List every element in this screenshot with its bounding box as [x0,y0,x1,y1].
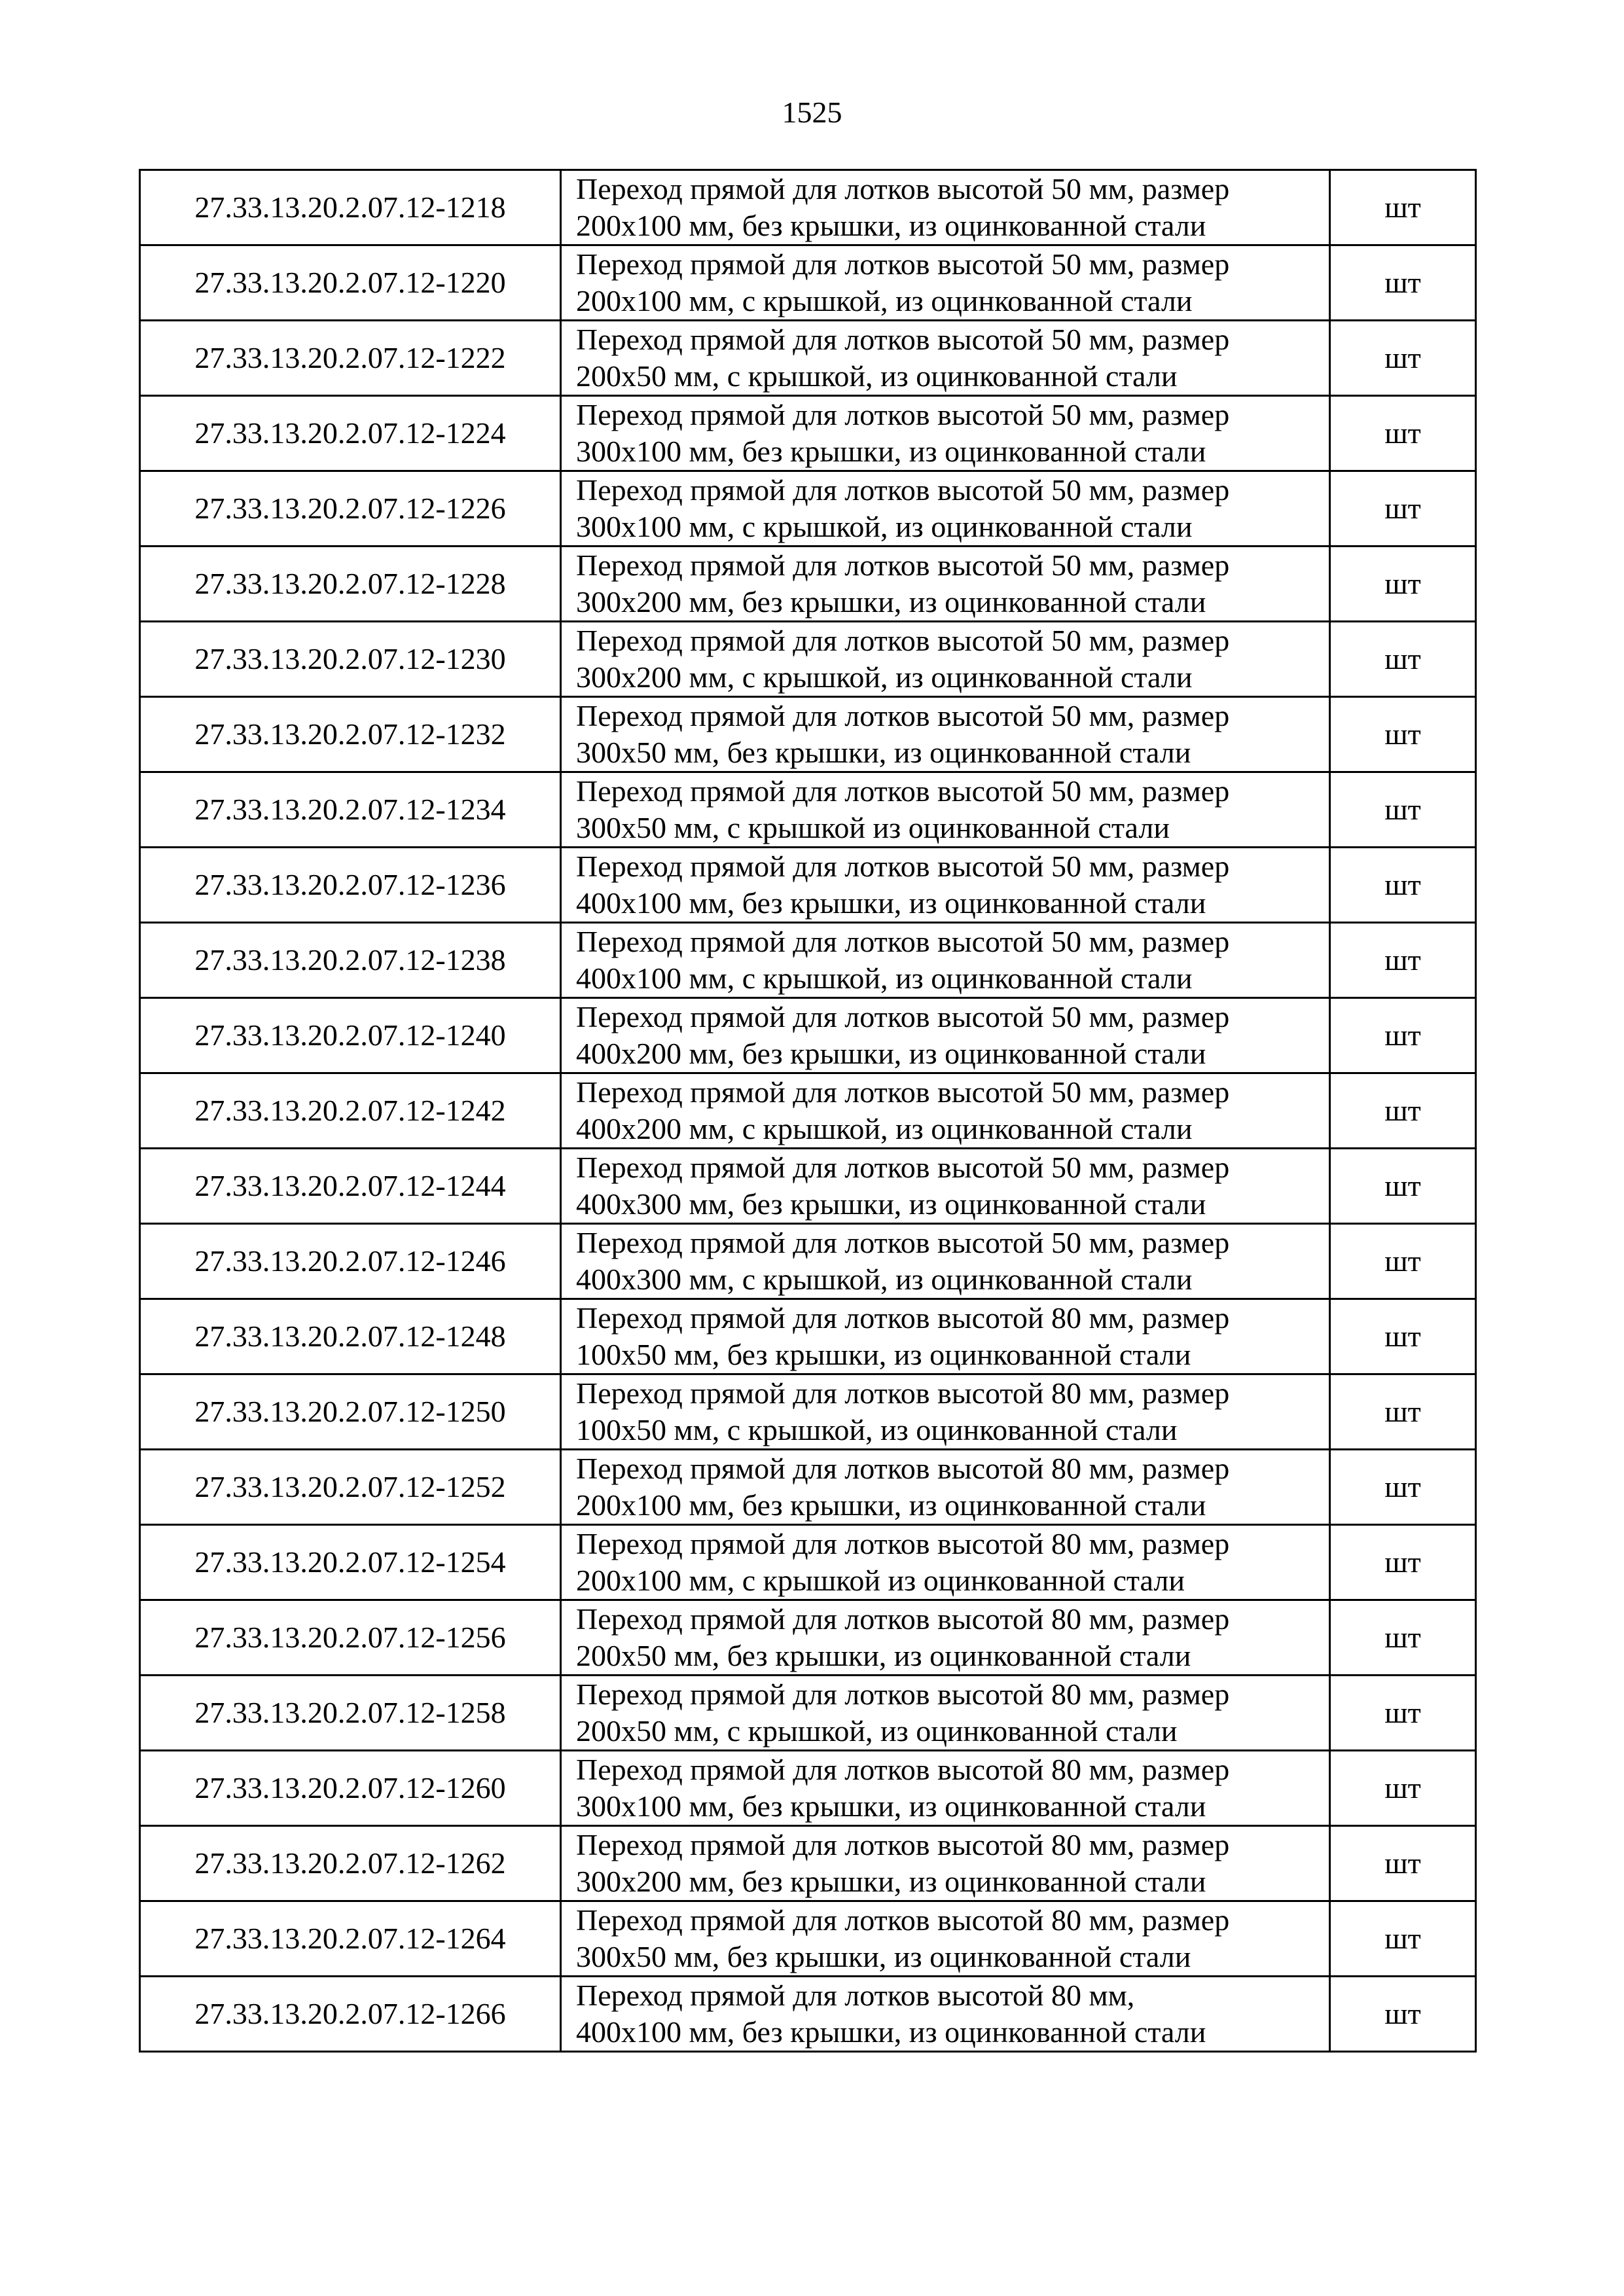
item-description-line-2: 200х100 мм, без крышки, из оцинкованной стали [576,1488,1206,1522]
item-code: 27.33.13.20.2.07.12-1240 [140,998,561,1073]
item-code: 27.33.13.20.2.07.12-1220 [140,245,561,321]
item-code: 27.33.13.20.2.07.12-1258 [140,1676,561,1751]
item-unit: шт [1330,1149,1476,1224]
item-description-line-2: 400х300 мм, без крышки, из оцинкованной стали [576,1187,1206,1221]
item-unit: шт [1330,1374,1476,1450]
item-unit: шт [1330,1525,1476,1600]
item-description [561,321,1330,396]
table-row [140,998,1476,1073]
table-row [140,697,1476,772]
item-description-line-2: 400х100 мм, с крышкой, из оцинкованной стали [576,961,1193,995]
item-code: 27.33.13.20.2.07.12-1222 [140,321,561,396]
item-unit: шт [1330,697,1476,772]
item-unit: шт [1330,923,1476,998]
item-unit: шт [1330,547,1476,622]
item-description-line-1: Переход прямой для лотков высотой 50 мм, размер [576,247,1230,281]
item-code: 27.33.13.20.2.07.12-1256 [140,1600,561,1676]
item-description-line-1: Переход прямой для лотков высотой 50 мм, размер [576,323,1230,356]
item-description-line-2: 400х100 мм, без крышки, из оцинкованной стали [576,886,1206,920]
item-description-line-2: 400х200 мм, без крышки, из оцинкованной стали [576,1037,1206,1070]
item-unit: шт [1330,321,1476,396]
item-code: 27.33.13.20.2.07.12-1262 [140,1826,561,1901]
item-description [561,471,1330,547]
item-description-line-2: 200х100 мм, без крышки, из оцинкованной стали [576,209,1206,242]
item-code: 27.33.13.20.2.07.12-1228 [140,547,561,622]
table-row [140,848,1476,923]
item-description-line-2: 300х200 мм, без крышки, из оцинкованной стали [576,585,1206,619]
table-row [140,1826,1476,1901]
table-row [140,471,1476,547]
item-description-line-1: Переход прямой для лотков высотой 50 мм, размер [576,172,1230,206]
table-row [140,1676,1476,1751]
table-row [140,245,1476,321]
table-row [140,1751,1476,1826]
item-description [561,848,1330,923]
item-code: 27.33.13.20.2.07.12-1226 [140,471,561,547]
item-unit: шт [1330,170,1476,245]
item-description-line-2: 300х50 мм, без крышки, из оцинкованной стали [576,736,1191,769]
item-description [561,1073,1330,1149]
item-description-line-2: 300х200 мм, без крышки, из оцинкованной стали [576,1865,1206,1898]
item-description-line-2: 200х100 мм, с крышкой из оцинкованной стали [576,1564,1185,1597]
item-code: 27.33.13.20.2.07.12-1232 [140,697,561,772]
item-description-line-2: 300х50 мм, без крышки, из оцинкованной стали [576,1940,1191,1973]
item-description-line-1: Переход прямой для лотков высотой 50 мм, размер [576,1000,1230,1033]
table-row [140,1901,1476,1977]
table-row [140,547,1476,622]
item-description-line-1: Переход прямой для лотков высотой 50 мм, размер [576,1151,1230,1184]
item-description-line-2: 200х50 мм, с крышкой, из оцинкованной стали [576,359,1178,393]
item-description [561,1149,1330,1224]
table-row [140,321,1476,396]
item-description-line-2: 300х100 мм, без крышки, из оцинкованной стали [576,1789,1206,1823]
item-code: 27.33.13.20.2.07.12-1234 [140,772,561,848]
page-number: 1525 [782,96,842,129]
item-description-line-1: Переход прямой для лотков высотой 80 мм, размер [576,1376,1230,1410]
item-description-line-1: Переход прямой для лотков высотой 50 мм, размер [576,925,1230,958]
item-code: 27.33.13.20.2.07.12-1246 [140,1224,561,1299]
table-row [140,772,1476,848]
item-code: 27.33.13.20.2.07.12-1252 [140,1450,561,1525]
item-description [561,1676,1330,1751]
table-row [140,923,1476,998]
table-row [140,1299,1476,1374]
table-row [140,1450,1476,1525]
item-description-line-1: Переход прямой для лотков высотой 50 мм, размер [576,1226,1230,1259]
item-code: 27.33.13.20.2.07.12-1250 [140,1374,561,1450]
item-description-line-1: Переход прямой для лотков высотой 50 мм, размер [576,473,1230,507]
item-description [561,923,1330,998]
item-description [561,1977,1330,2052]
item-description [561,1751,1330,1826]
item-code: 27.33.13.20.2.07.12-1224 [140,396,561,471]
catalog-table [139,169,1477,2053]
item-description-line-1: Переход прямой для лотков высотой 80 мм, размер [576,1753,1230,1786]
item-description [561,1826,1330,1901]
item-description [561,547,1330,622]
item-description-line-1: Переход прямой для лотков высотой 50 мм, размер [576,699,1230,732]
item-description [561,396,1330,471]
item-description [561,1374,1330,1450]
item-unit: шт [1330,1751,1476,1826]
table-row [140,396,1476,471]
item-code: 27.33.13.20.2.07.12-1218 [140,170,561,245]
item-description [561,697,1330,772]
table-row [140,1525,1476,1600]
table-row [140,1224,1476,1299]
item-unit: шт [1330,1224,1476,1299]
item-unit: шт [1330,1676,1476,1751]
item-code: 27.33.13.20.2.07.12-1230 [140,622,561,697]
item-description-line-1: Переход прямой для лотков высотой 50 мм, размер [576,850,1230,883]
item-code: 27.33.13.20.2.07.12-1260 [140,1751,561,1826]
item-unit: шт [1330,1826,1476,1901]
item-description-line-1: Переход прямой для лотков высотой 80 мм, размер [576,1677,1230,1711]
item-description-line-2: 300х200 мм, с крышкой, из оцинкованной стали [576,660,1193,694]
item-description [561,1525,1330,1600]
item-unit: шт [1330,622,1476,697]
item-code: 27.33.13.20.2.07.12-1266 [140,1977,561,2052]
item-unit: шт [1330,245,1476,321]
item-description [561,170,1330,245]
item-description [561,998,1330,1073]
item-description-line-2: 300х100 мм, без крышки, из оцинкованной стали [576,435,1206,468]
item-description-line-1: Переход прямой для лотков высотой 80 мм, размер [576,1903,1230,1937]
item-description-line-2: 400х100 мм, без крышки, из оцинкованной стали [576,2015,1206,2049]
item-description-line-2: 300х100 мм, с крышкой, из оцинкованной стали [576,510,1193,543]
item-description-line-1: Переход прямой для лотков высотой 80 мм, размер [576,1602,1230,1636]
item-unit: шт [1330,998,1476,1073]
item-code: 27.33.13.20.2.07.12-1238 [140,923,561,998]
item-code: 27.33.13.20.2.07.12-1264 [140,1901,561,1977]
item-description-line-2: 300х50 мм, с крышкой из оцинкованной стали [576,811,1170,844]
item-code: 27.33.13.20.2.07.12-1242 [140,1073,561,1149]
item-code: 27.33.13.20.2.07.12-1248 [140,1299,561,1374]
catalog-table-body [140,170,1476,2052]
item-description [561,622,1330,697]
item-description-line-2: 200х50 мм, без крышки, из оцинкованной стали [576,1639,1191,1672]
table-row [140,1600,1476,1676]
item-description-line-1: Переход прямой для лотков высотой 80 мм, размер [576,1301,1230,1335]
item-description [561,1450,1330,1525]
item-description-line-1: Переход прямой для лотков высотой 80 мм, [576,1979,1135,2012]
item-description [561,245,1330,321]
item-unit: шт [1330,1299,1476,1374]
table-row [140,170,1476,245]
item-unit: шт [1330,471,1476,547]
table-row [140,1149,1476,1224]
item-description-line-1: Переход прямой для лотков высотой 50 мм, размер [576,548,1230,582]
item-unit: шт [1330,772,1476,848]
item-description-line-1: Переход прямой для лотков высотой 80 мм, размер [576,1828,1230,1861]
item-description [561,1600,1330,1676]
item-description [561,1901,1330,1977]
item-description-line-1: Переход прямой для лотков высотой 80 мм, размер [576,1452,1230,1485]
item-unit: шт [1330,848,1476,923]
item-unit: шт [1330,1450,1476,1525]
item-unit: шт [1330,1073,1476,1149]
item-description-line-1: Переход прямой для лотков высотой 50 мм, размер [576,1075,1230,1109]
table-row [140,1977,1476,2052]
item-description-line-1: Переход прямой для лотков высотой 50 мм, размер [576,624,1230,657]
item-description-line-2: 200х100 мм, с крышкой, из оцинкованной стали [576,284,1193,317]
item-description-line-2: 100х50 мм, без крышки, из оцинкованной стали [576,1338,1191,1371]
item-description-line-1: Переход прямой для лотков высотой 50 мм, размер [576,398,1230,431]
item-unit: шт [1330,1901,1476,1977]
item-unit: шт [1330,1600,1476,1676]
item-description-line-2: 200х50 мм, с крышкой, из оцинкованной стали [576,1714,1178,1748]
item-unit: шт [1330,1977,1476,2052]
table-row [140,622,1476,697]
item-description-line-2: 400х200 мм, с крышкой, из оцинкованной стали [576,1112,1193,1145]
item-description-line-2: 400х300 мм, с крышкой, из оцинкованной стали [576,1263,1193,1296]
item-description-line-1: Переход прямой для лотков высотой 50 мм, размер [576,774,1230,808]
item-code: 27.33.13.20.2.07.12-1236 [140,848,561,923]
table-row [140,1073,1476,1149]
table-row [140,1374,1476,1450]
item-unit: шт [1330,396,1476,471]
item-description-line-2: 100х50 мм, с крышкой, из оцинкованной стали [576,1413,1178,1446]
item-description-line-1: Переход прямой для лотков высотой 80 мм, размер [576,1527,1230,1560]
item-code: 27.33.13.20.2.07.12-1254 [140,1525,561,1600]
item-code: 27.33.13.20.2.07.12-1244 [140,1149,561,1224]
item-description [561,1299,1330,1374]
item-description [561,1224,1330,1299]
item-description [561,772,1330,848]
